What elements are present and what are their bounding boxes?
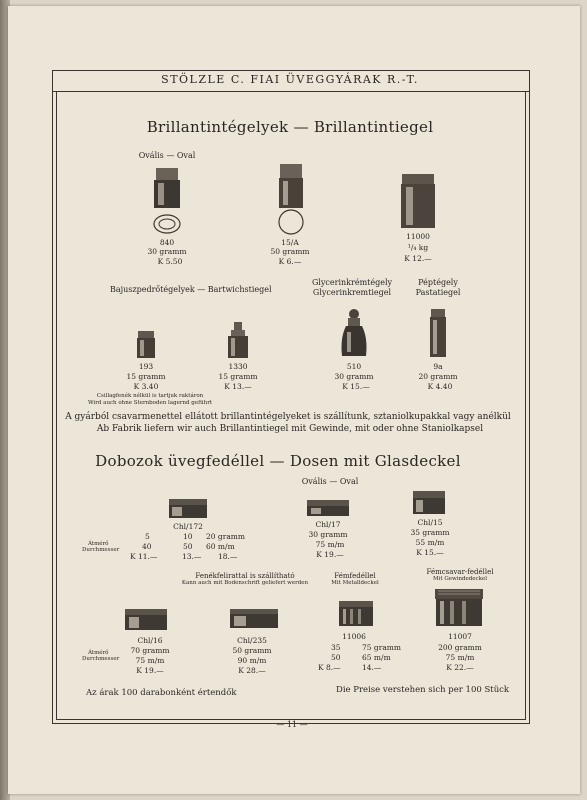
chl172-p3: 18.— xyxy=(218,552,238,561)
jar-15a-icon xyxy=(274,164,308,236)
chl15-price: K 15.— xyxy=(416,548,444,557)
c11006-p2: 14.— xyxy=(362,663,382,672)
item-15a-code: 15/A xyxy=(281,238,299,247)
chl16-size: 70 gramm xyxy=(130,646,170,655)
chl235-price: K 28.— xyxy=(238,666,266,675)
footer-note-de: Die Preise verstehen sich per 100 Stück xyxy=(336,685,510,695)
footer-note-hu: Az árak 100 darabonként értendők xyxy=(86,688,237,698)
chl172-d2: 10 xyxy=(183,532,193,541)
jar-chl17-icon xyxy=(306,498,350,518)
c11006-m1: 50 xyxy=(331,653,341,662)
company-header: STÖLZLE C. FIAI ÜVEGGYÁRAK R.-T. xyxy=(161,73,419,86)
femcsavar-de: Mit Gewindedeckel xyxy=(433,576,487,582)
note-de: Wird auch ohne Sternboden lagernd geführt xyxy=(87,400,213,406)
chl16-mm: 75 m/m xyxy=(135,656,165,665)
section3-title: Dobozok üvegfedéllel — Dosen mit Glasdeckel xyxy=(95,452,461,470)
jar-chl16-icon xyxy=(124,608,168,632)
item-9a-price: K 4.40 xyxy=(427,382,453,391)
pepteg-label-hu: Péptégely xyxy=(418,278,458,287)
chl16-code: Chl/16 xyxy=(137,636,163,645)
chl172-m3: 60 m/m xyxy=(206,542,235,551)
diam-hu-2: Átmérő xyxy=(88,650,109,656)
jar-510-icon xyxy=(338,308,370,360)
jar-840-icon xyxy=(150,166,184,236)
chl172-d3: 20 gramm xyxy=(206,532,246,541)
item-193-price: K 3.40 xyxy=(133,382,159,391)
item-11000-size: ¹/₄ kg xyxy=(407,243,429,252)
diam-de-1: Durchmesser xyxy=(82,547,120,553)
chl172-m2: 50 xyxy=(183,542,193,551)
c11006-p1: K 8.— xyxy=(318,663,341,672)
femcsavar-hu: Fémcsavar-fedéllel xyxy=(426,568,494,576)
item-510-price: K 15.— xyxy=(342,382,370,391)
item-11000-price: K 12.— xyxy=(404,254,432,263)
item-840-price: K 5.50 xyxy=(157,257,183,266)
item-9a-size: 20 gramm xyxy=(418,372,458,381)
c11007-code: 11007 xyxy=(448,632,472,641)
c11006-code: 11006 xyxy=(342,632,366,641)
pepteg-label-de: Pastatiegel xyxy=(415,288,461,297)
bajusz-label: Bajuszpedrőtégelyek — Bartwichstiegel xyxy=(110,285,272,294)
chl235-mm: 90 m/m xyxy=(237,656,267,665)
chl172-p2: 13.— xyxy=(182,552,202,561)
c11007-size: 200 gramm xyxy=(438,643,482,652)
note-hu: Csillagfenék nélkül is tartjuk raktáron xyxy=(96,393,204,399)
item-193-size: 15 gramm xyxy=(126,372,166,381)
femfedel-hu: Fémfedéllel xyxy=(334,572,376,580)
c11006-s2: 75 gramm xyxy=(362,643,402,652)
chl16-price: K 19.— xyxy=(136,666,164,675)
jar-chl15-icon xyxy=(412,490,446,516)
glycerin-label-de: Glycerinkremtiegel xyxy=(312,288,392,297)
feneke-de: Kann auch mit Bodenschrift geliefert werden xyxy=(181,580,309,586)
chl172-d1: 5 xyxy=(145,532,150,541)
chl15-mm: 55 m/m xyxy=(415,538,445,547)
chl15-code: Chl/15 xyxy=(417,518,443,527)
jar-chl172-icon xyxy=(168,497,208,521)
femfedel-de: Mit Metalldeckel xyxy=(331,580,379,586)
item-11000-code: 11000 xyxy=(406,232,430,241)
diam-hu-1: Átmérő xyxy=(88,541,109,547)
item-1330-size: 15 gramm xyxy=(218,372,258,381)
diam-de-2: Durchmesser xyxy=(82,656,120,662)
c11006-s1: 35 xyxy=(331,643,341,652)
glycerin-label-hu: Glycerinkrémtégely xyxy=(311,278,393,287)
item-15a-size: 50 gramm xyxy=(270,247,310,256)
chl235-code: Chl/235 xyxy=(237,636,267,645)
chl17-size: 30 gramm xyxy=(308,530,348,539)
jar-193-icon xyxy=(135,330,157,360)
item-510-size: 30 gramm xyxy=(334,372,374,381)
paragraph-hu: A gyárból csavarmenettel ellátott brillantintégelyeket is szállítunk, sztaniolkupakkal vagy anélkül xyxy=(65,412,511,422)
chl235-size: 50 gramm xyxy=(232,646,272,655)
item-510-code: 510 xyxy=(346,362,362,371)
oval-label-1: Ovális — Oval xyxy=(138,151,196,160)
c11007-mm: 75 m/m xyxy=(445,653,475,662)
jar-11007-icon xyxy=(434,588,484,628)
c11006-m2: 65 m/m xyxy=(362,653,391,662)
chl17-code: Chl/17 xyxy=(315,520,341,529)
c11007-price: K 22.— xyxy=(446,663,474,672)
jar-1330-icon xyxy=(226,322,250,360)
item-9a-code: 9a xyxy=(433,362,443,371)
item-840-code: 840 xyxy=(159,238,175,247)
item-840-size: 30 gramm xyxy=(147,247,187,256)
jar-chl235-icon xyxy=(229,608,279,630)
page-number: — 11 — xyxy=(276,720,308,729)
chl172-m1: 40 xyxy=(142,542,152,551)
chl172-code: Chl/172 xyxy=(173,522,203,531)
feneke-hu: Fenékfelirattal is szállítható xyxy=(195,572,295,580)
jar-11006-icon xyxy=(338,600,374,628)
item-1330-price: K 13.— xyxy=(224,382,252,391)
paragraph-de: Ab Fabrik liefern wir auch Brillantintiegel mit Gewinde, mit oder ohne Staniolkapsel xyxy=(96,424,484,434)
oval-label-2: Ovális — Oval xyxy=(301,477,359,486)
item-193-code: 193 xyxy=(138,362,154,371)
item-15a-price: K 6.— xyxy=(278,257,302,266)
chl17-price: K 19.— xyxy=(316,550,344,559)
chl15-size: 35 gramm xyxy=(410,528,450,537)
chl172-p1: K 11.— xyxy=(130,552,158,561)
jar-11000-icon xyxy=(399,172,437,232)
chl17-mm: 75 m/m xyxy=(315,540,345,549)
item-1330-code: 1330 xyxy=(228,362,248,371)
section1-title: Brillantintégelyek — Brillantintiegel xyxy=(146,118,434,136)
jar-9a-icon xyxy=(428,308,448,360)
